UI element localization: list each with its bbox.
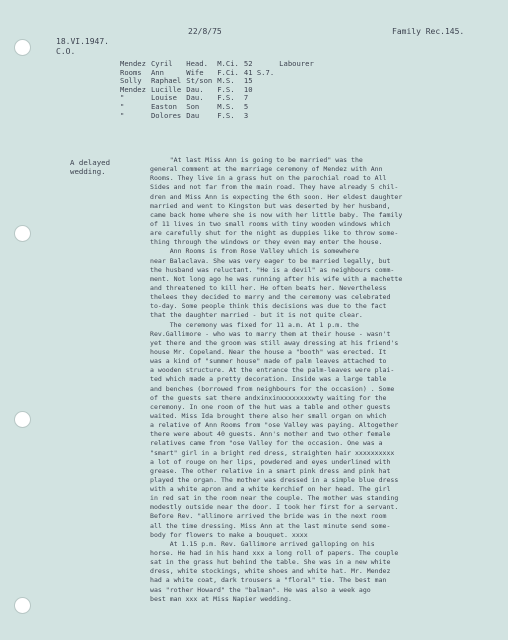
household-cell: " <box>120 93 125 103</box>
household-cell: 5 <box>243 101 249 111</box>
household-cell: 52 <box>243 59 253 68</box>
text-line: thelees they decided to marry and the ceremony was celebrated <box>150 293 391 302</box>
text-line: Sides and not far from the main road. They have already 5 chil- <box>150 183 399 192</box>
text-line: "At last Miss Ann is going to be married" was the <box>150 156 363 164</box>
household-cell: " <box>120 110 125 120</box>
margin-note-line: A delayed <box>70 158 111 167</box>
household-cell: Easton <box>150 101 177 111</box>
household-cell: St/son <box>186 76 213 86</box>
text-line: Rev.Gallimore - who was to marry them at their house - wasn't <box>150 329 391 338</box>
household-cell: 10 <box>243 84 253 94</box>
text-line: all the time dressing. Miss Ann at the last minute send some- <box>150 521 391 530</box>
text-line: a lot of rouge on her lips, powdered and eyes underlined with <box>150 457 391 466</box>
household-cell: Ann <box>150 67 164 77</box>
punch-hole <box>14 39 31 56</box>
punch-hole <box>14 411 31 428</box>
household-cell: Dau <box>186 110 200 120</box>
text-line: was a kind of "summer house" made of palm leaves attached to <box>150 357 387 366</box>
narrative-text <box>150 156 490 604</box>
text-line: of 11 lives in two small rooms with tiny wooden windows which <box>150 219 391 228</box>
household-cell <box>279 77 319 86</box>
household-cell: 3 <box>243 110 249 120</box>
household-cell: F.S. <box>217 110 235 120</box>
text-line: Before Rev. "allimore arrived the bride was in the next room <box>150 512 387 521</box>
household-cell: Head. <box>186 59 208 68</box>
household-cell: Dau. <box>186 84 204 94</box>
text-line: had a white coat, dark trousers a "floral" tie. The best man <box>150 576 387 585</box>
household-cell: 7 <box>243 93 249 103</box>
text-line: that the daughter married - but it is not quite clear. <box>150 311 363 320</box>
text-line: and threatened to kill her. He often beats her. Nevertheless <box>150 283 387 292</box>
text-line: modestly outside near the door. I took her first for a servant. <box>150 503 399 512</box>
text-line: a wooden structure. At the entrance the palm-leaves were plai- <box>150 366 395 375</box>
text-line: a relative of Ann Rooms from "ose Valley was paying. Altogether <box>150 421 399 430</box>
household-cell: Wife <box>186 67 204 77</box>
text-line: are carefully shut for the night as duppies like to throw some- <box>150 229 399 238</box>
text-line: waited. Miss Ida brought there also her small organ on which <box>150 411 387 420</box>
margin-note <box>70 158 140 176</box>
text-line: with a white apron and a white kerchief on her head. The girl <box>150 485 391 494</box>
household-cell: Dolores <box>150 110 182 120</box>
household-cell <box>279 94 319 103</box>
text-line: married and went to Kingston but was deserted by her husband, <box>150 201 391 210</box>
text-line: dress, white stockings, white shoes and white hat. Mr. Mendez <box>150 567 391 576</box>
text-line: ceremony. In one room of the hut was a table and other guests <box>150 402 391 411</box>
text-line: and benches (borrowed from neighbours for the occasion) . Some <box>150 384 395 393</box>
text-line: grease. The other relative in a smart pink dress and pink hat <box>150 466 391 475</box>
text-line: ted which made a pretty decoration. Inside was a large table <box>150 375 387 384</box>
record-date: 18.VI.1947. <box>56 37 109 46</box>
text-line: yet there and the groom was still away dressing at his friend's <box>150 338 399 347</box>
household-cell: Solly <box>120 76 142 86</box>
text-line: best man xxx at Miss Napier wedding. <box>150 594 292 603</box>
text-line: horse. He had in his hand xxx a long roll of papers. The couple <box>150 549 399 558</box>
margin-note-line: wedding. <box>70 167 106 177</box>
household-cell: Raphael <box>150 76 182 86</box>
text-line: of the guests sat there andxinxinxxxxxxxxwty waiting for the <box>150 393 387 402</box>
household-cell: Dau. <box>186 93 204 103</box>
household-cell: 15 <box>243 76 253 86</box>
household-cell <box>279 86 319 95</box>
household-table <box>120 60 319 120</box>
text-line: At 1.15 p.m. Rev. Gallimore arrived galloping on his <box>150 539 375 548</box>
reference-number: 22/8/75 <box>188 27 222 36</box>
household-cell: M.S. <box>217 101 235 111</box>
text-line: to-day. Some people think this decisions was due to the fact <box>150 302 387 311</box>
household-cell: Mendez <box>120 59 146 68</box>
household-cell <box>279 112 319 121</box>
household-cell: Cyril <box>150 59 173 68</box>
text-line: Ann Rooms is from Rose Valley which is somewhere <box>150 247 359 256</box>
date-block <box>56 37 109 57</box>
household-cell: Son <box>186 101 200 111</box>
punch-hole <box>14 597 31 614</box>
text-line: body for flowers to make a bouquet. xxxx <box>150 530 308 539</box>
household-cell: Louise <box>150 93 177 103</box>
household-cell: F.S. <box>217 93 235 103</box>
text-line: "smart" girl in a bright red dress, straighten hair xxxxxxxxxx <box>150 448 395 457</box>
text-line: sat in the grass hut behind the table. She was in a new white <box>150 558 391 567</box>
household-cell: M.S. <box>217 76 235 86</box>
household-cell: Rooms <box>120 67 142 77</box>
household-cell: F.Ci. <box>217 67 239 77</box>
text-line: came back home where she is now with her little baby. The family <box>150 210 403 219</box>
text-line: the husband was reluctant. "He is a devil" as neighbours comm- <box>150 265 395 274</box>
text-line: near Balaclava. She was very eager to be married legally, but <box>150 256 391 265</box>
household-cell: F.S. <box>217 84 235 94</box>
household-cell: M.Ci. <box>217 59 239 68</box>
household-cell: " <box>120 101 125 111</box>
punch-hole <box>14 225 31 242</box>
text-line: relatives came from "ose Valley for the occasion. One was a <box>150 439 383 448</box>
household-cell: 41 S.7. <box>243 67 275 77</box>
text-line: in red sat in the room near the couple. The mother was standing <box>150 494 399 503</box>
text-line: house Mr. Copeland. Near the house a "booth" was erected. It <box>150 347 387 356</box>
text-line: general comment at the marriage ceremony of Mendez with Ann <box>150 165 383 174</box>
family-record-number: Family Rec.145. <box>392 27 465 36</box>
household-cell <box>279 69 319 78</box>
text-line: dren and Miss Ann is expecting the 6th soon. Her eldest daughter <box>150 192 403 201</box>
recorder-initials: C.O. <box>56 47 76 56</box>
household-cell: Lucille <box>150 84 182 94</box>
text-line: was "rother Howard" the "balman". He was also a week ago <box>150 585 371 594</box>
text-line: played the organ. The mother was dressed in a simple blue dress <box>150 475 399 484</box>
text-line: there were about 40 guests. Ann's mother and two other female <box>150 430 391 439</box>
text-line: ment. Not long ago he was running after his wife with a machette <box>150 274 403 283</box>
household-cell: Mendez <box>120 84 146 94</box>
text-line: Rooms. They live in a grass hut on the parochial road to All <box>150 174 387 183</box>
household-cell <box>279 103 319 112</box>
household-row <box>120 112 319 121</box>
household-cell: Labourer <box>279 59 314 68</box>
text-line: thing through the windows or they even may enter the house. <box>150 238 383 247</box>
text-line: The ceremony was fixed for 11 a.m. At 1 p.m. the <box>150 320 359 329</box>
